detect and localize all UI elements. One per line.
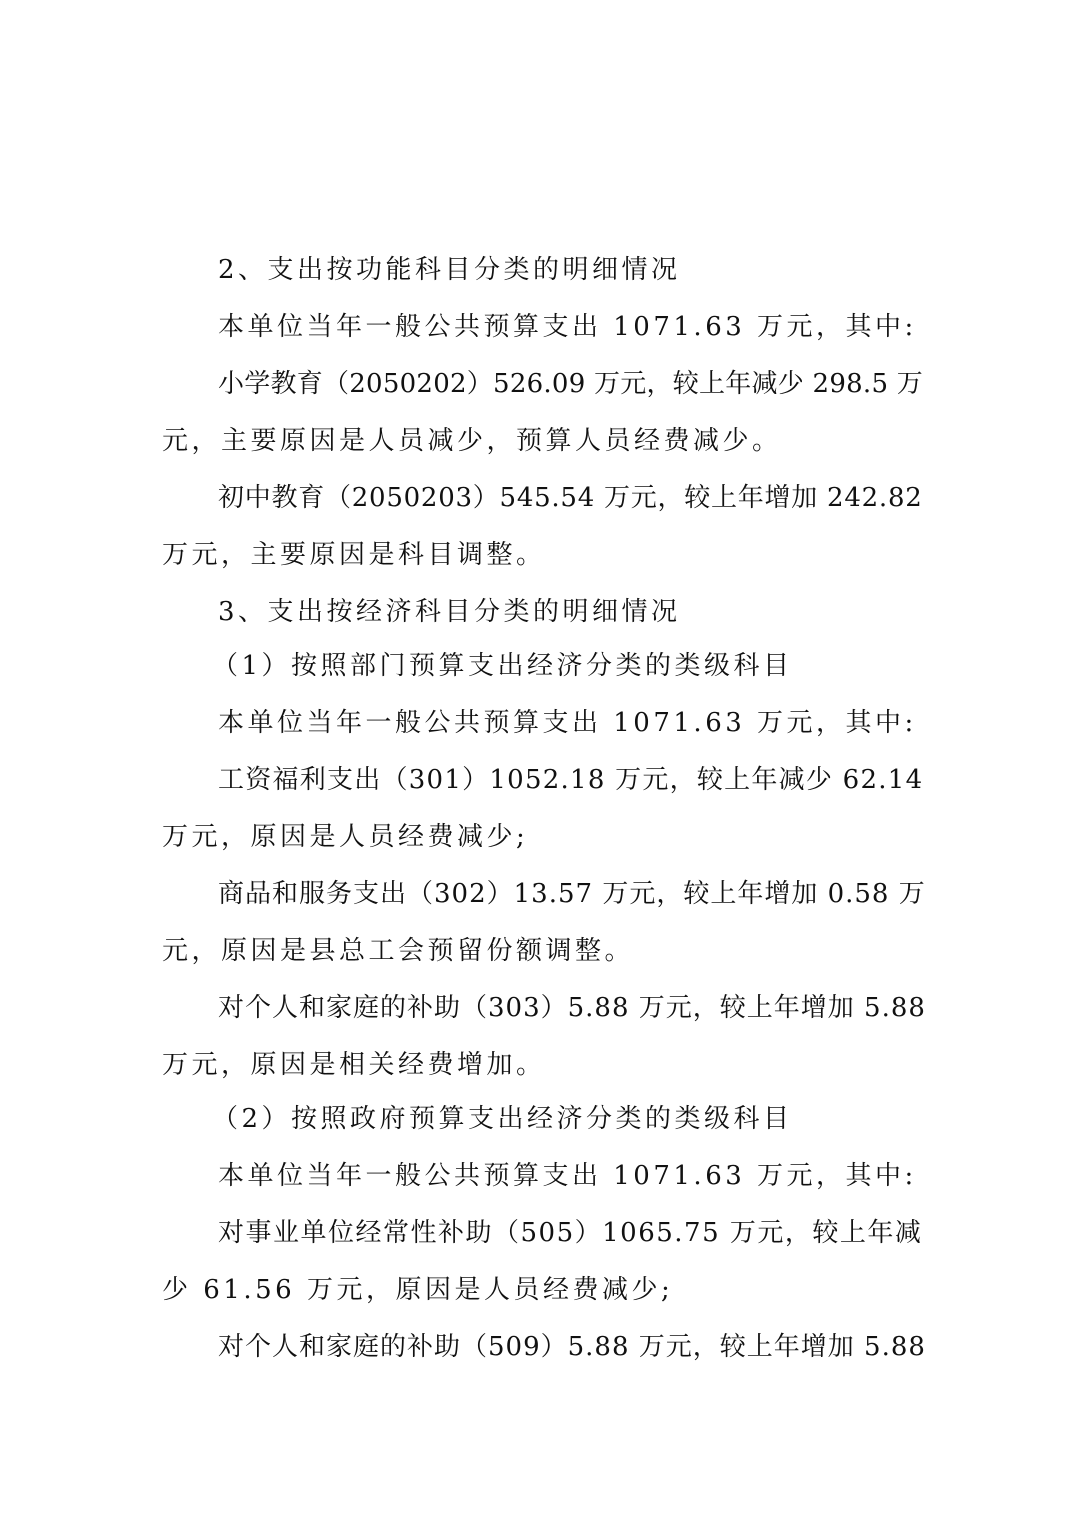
paragraph-line: 对个人和家庭的补助（303）5.88 万元，较上年增加 5.88 bbox=[218, 993, 926, 1023]
paragraph-line: 元，主要原因是人员减少，预算人员经费减少。 bbox=[162, 426, 782, 456]
paragraph-line: 万元，原因是相关经费增加。 bbox=[162, 1050, 546, 1080]
paragraph-line: 初中教育（2050203）545.54 万元，较上年增加 242.82 bbox=[218, 483, 923, 513]
paragraph-line: 商品和服务支出（302）13.57 万元，较上年增加 0.58 万 bbox=[218, 879, 926, 909]
paragraph-line: 对个人和家庭的补助（509）5.88 万元，较上年增加 5.88 bbox=[218, 1332, 926, 1362]
paragraph-line: 万元，原因是人员经费减少; bbox=[162, 822, 529, 852]
section-heading-functional: 2、支出按功能科目分类的明细情况 bbox=[218, 255, 681, 285]
paragraph-line: 工资福利支出（301）1052.18 万元，较上年减少 62.14 bbox=[218, 765, 924, 795]
paragraph-line: 小学教育（2050202）526.09 万元，较上年减少 298.5 万 bbox=[218, 369, 923, 399]
paragraph-line: 本单位当年一般公共预算支出 1071.63 万元，其中: bbox=[218, 312, 917, 342]
paragraph-line: 对事业单位经常性补助（505）1065.75 万元，较上年减 bbox=[218, 1218, 923, 1248]
subsection-heading-1: （1）按照部门预算支出经济分类的类级科目 bbox=[212, 651, 793, 681]
paragraph-line: 万元，主要原因是科目调整。 bbox=[162, 540, 546, 570]
paragraph-line: 本单位当年一般公共预算支出 1071.63 万元，其中: bbox=[218, 708, 917, 738]
paragraph-line: 元，原因是县总工会预留份额调整。 bbox=[162, 936, 635, 966]
paragraph-line: 少 61.56 万元，原因是人员经费减少; bbox=[162, 1275, 674, 1305]
section-heading-economic: 3、支出按经济科目分类的明细情况 bbox=[218, 597, 681, 627]
paragraph-line: 本单位当年一般公共预算支出 1071.63 万元，其中: bbox=[218, 1161, 917, 1191]
subsection-heading-2: （2）按照政府预算支出经济分类的类级科目 bbox=[212, 1104, 793, 1134]
